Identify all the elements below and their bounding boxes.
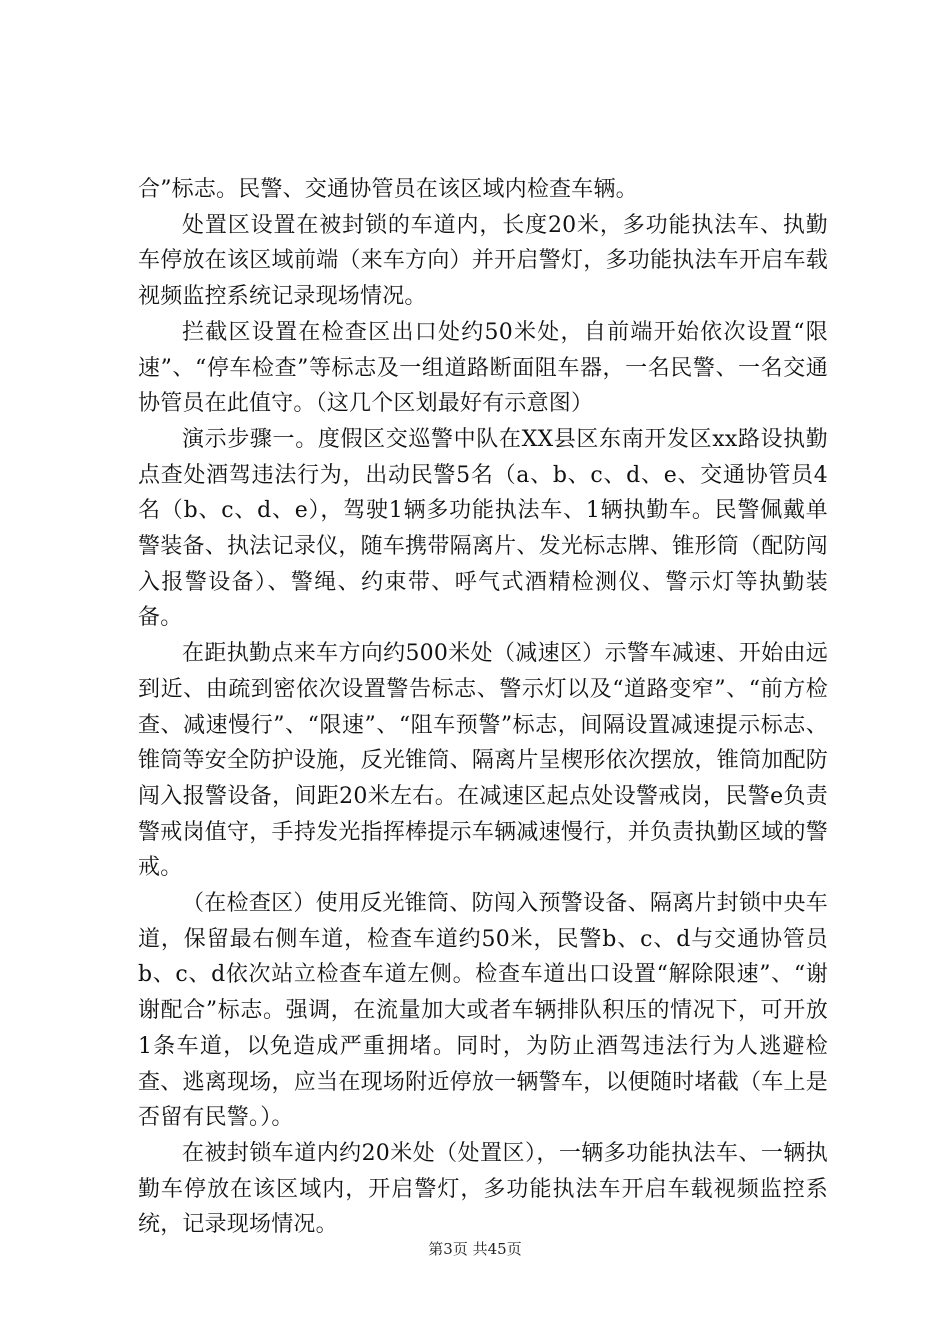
paragraph: 在被封锁车道内约20米处（处置区），一辆多功能执法车、一辆执勤车停放在该区域内，开启警灯，多功能执法车开启车载视频监控系统，记录现场情况。 [138, 1140, 828, 1238]
document-body [138, 172, 828, 1243]
paragraph: 合”标志。民警、交通协管员在该区域内检查车辆。 [138, 177, 638, 202]
paragraph: 在距执勤点来车方向约500米处（减速区）示警车减速、开始由远到近、由疏到密依次设置警告标志、警示灯以及“道路变窄”、“前方检查、减速慢行”、“限速”、“阻车预警”标志，间隔设置减速提示标志、锥筒等安全防护设施，反光锥筒、隔离片呈楔形依次摆放，锥筒加配防闯入报警设备，间距20米左右。在减速区起点处设警戒岗，民警e负责警戒岗值守，手持发光指挥棒提示车辆减速慢行，并负责执勤区域的警戒。 [138, 641, 828, 881]
page-number-footer: 第3页 共45页 [428, 1240, 522, 1258]
paragraph: （在检查区）使用反光锥筒、防闯入预警设备、隔离片封锁中央车道，保留最右侧车道，检查车道约50米，民警b、c、d与交通协管员b、c、d依次站立检查车道左侧。检查车道出口设置“解除限速”、“谢谢配合”标志。强调，在流量加大或者车辆排队积压的情况下，可开放1条车道，以免造成严重拥堵。同时，为防止酒驾违法行为人逃避检查、逃离现场，应当在现场附近停放一辆警车，以便随时堵截（车上是否留有民警。）。 [138, 891, 828, 1131]
paragraph: 拦截区设置在检查区出口处约50米处，自前端开始依次设置“限速”、“停车检查”等标志及一组道路断面阻车器，一名民警、一名交通协管员在此值守。（这几个区划最好有示意图） [138, 319, 828, 417]
paragraph: 处置区设置在被封锁的车道内，长度20米，多功能执法车、执勤车停放在该区域前端（来车方向）并开启警灯，多功能执法车开启车载视频监控系统记录现场情况。 [138, 212, 828, 310]
paragraph: 演示步骤一。度假区交巡警中队在XX县区东南开发区xx路设执勤点查处酒驾违法行为，出动民警5名（a、b、c、d、e、交通协管员4名（b、c、d、e），驾驶1辆多功能执法车、1辆执勤车。民警佩戴单警装备、执法记录仪，随车携带隔离片、发光标志牌、锥形筒（配防闯入报警设备）、警绳、约束带、呼气式酒精检测仪、警示灯等执勤装备。 [138, 426, 828, 631]
